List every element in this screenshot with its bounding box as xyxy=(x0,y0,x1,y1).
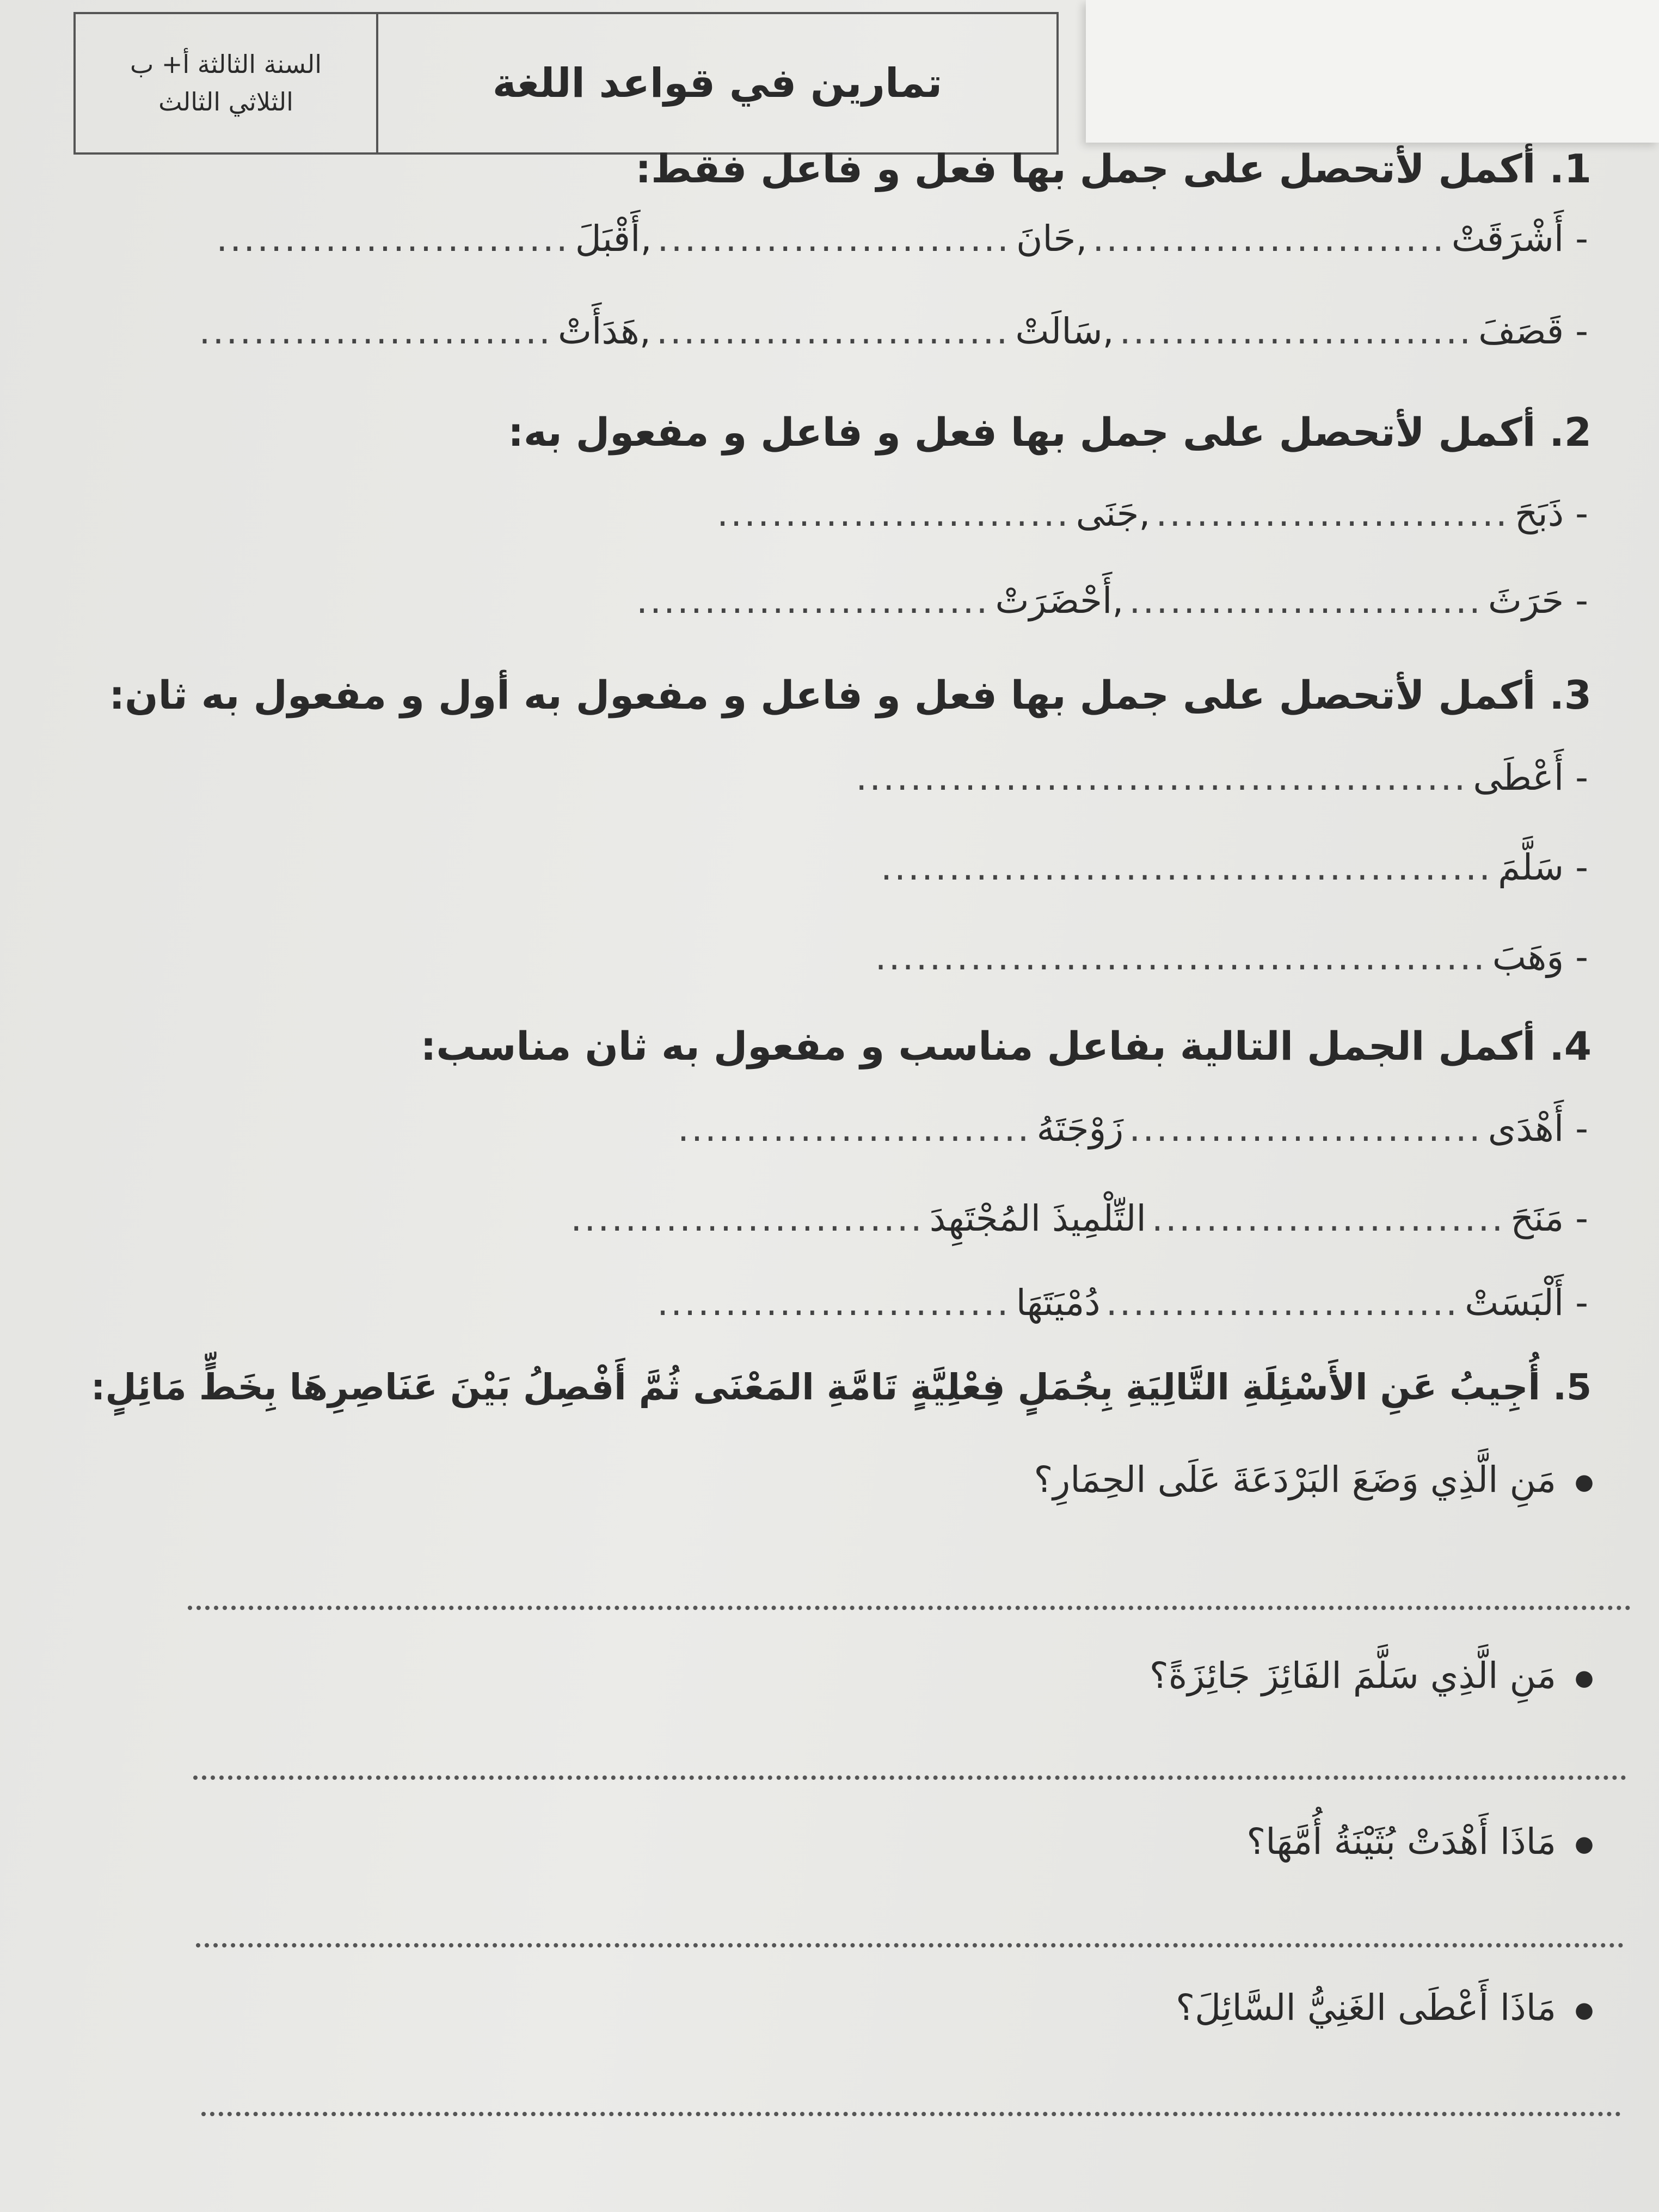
verb: - أَلْبَسَتْ xyxy=(1465,1282,1588,1324)
verb: - سَلَّمَ xyxy=(1498,846,1588,888)
verb: - أَعْطَى xyxy=(1473,757,1588,798)
blank[interactable]: .......................... xyxy=(657,1282,1011,1324)
verb: - وَهَبَ xyxy=(1492,936,1588,978)
question-2-title: 2. أكمل لأتحصل على جمل بها فعل و فاعل و مفعول به: xyxy=(508,409,1592,455)
question-text: مَنِ الَّذِي وَضَعَ البَرْدَعَةَ عَلَى الحِمَارِ؟ xyxy=(1034,1459,1557,1501)
question-text: مَاذَا أَهْدَتْ بُثَيْنَةُ أُمَّهَا؟ xyxy=(1246,1821,1557,1863)
question-5-item xyxy=(1034,1459,1594,1501)
blank[interactable]: .......................... xyxy=(216,218,570,260)
blank[interactable]: .......................... xyxy=(636,580,990,622)
term-label: الثلاثي الثالث xyxy=(158,87,293,116)
question-3-item xyxy=(856,757,1594,798)
question-1-row-2 xyxy=(199,310,1594,352)
blank[interactable]: .......................... xyxy=(1105,1282,1460,1324)
answer-line[interactable] xyxy=(193,1775,1626,1780)
question-2-row-1 xyxy=(717,493,1594,534)
answer-line[interactable] xyxy=(201,2112,1621,2116)
blank[interactable]: ............................................. xyxy=(881,846,1493,888)
blank[interactable]: .......................... xyxy=(657,218,1011,260)
blank[interactable]: .......................... xyxy=(1151,1197,1506,1239)
object: التِّلْمِيذَ المُجْتَهِدَ xyxy=(929,1197,1146,1239)
question-4-row xyxy=(678,1108,1594,1150)
question-5-title: 5. أُجِيبُ عَنِ الأَسْئِلَةِ التَّالِيَةِ بِجُمَلٍ فِعْلِيَّةٍ تَامَّةِ المَعْنَى ثُمَّ أَفْصِلُ بَيْنَ عَنَاصِرِهَا بِخَطٍّ مَائِلٍ: xyxy=(91,1366,1592,1408)
question-4-row xyxy=(657,1282,1594,1324)
verb: - أَهْدَى xyxy=(1488,1108,1588,1150)
question-1-title: 1. أكمل لأتحصل على جمل بها فعل و فاعل فقط: xyxy=(635,146,1592,192)
verb: ,أَقْبَلَ xyxy=(575,218,652,260)
worksheet-title: تمارين في قواعد اللغة xyxy=(492,60,943,107)
verb: - أَشْرَقَتْ xyxy=(1451,218,1588,260)
blank[interactable]: .......................... xyxy=(1129,1108,1483,1150)
answer-line[interactable] xyxy=(188,1606,1631,1610)
verb: - ذَبَحَ xyxy=(1514,493,1588,534)
verb: ,هَدَأَتْ xyxy=(557,310,651,352)
bullet-icon: ● xyxy=(1575,1831,1594,1857)
object: دُمْيَتَهَا xyxy=(1016,1282,1101,1324)
answer-line[interactable] xyxy=(196,1943,1624,1947)
question-4-title: 4. أكمل الجمل التالية بفاعل مناسب و مفعول به ثان مناسب: xyxy=(420,1023,1592,1069)
class-info xyxy=(76,14,376,152)
question-2-row-2 xyxy=(636,580,1594,622)
question-text: مَنِ الَّذِي سَلَّمَ الفَائِزَ جَائِزَةً؟ xyxy=(1149,1655,1557,1697)
blank[interactable]: .......................... xyxy=(570,1197,924,1239)
blank[interactable]: .......................... xyxy=(1129,580,1483,622)
blank[interactable]: .......................... xyxy=(717,493,1071,534)
question-3-item xyxy=(881,846,1594,888)
blank[interactable]: .......................... xyxy=(677,1108,1031,1150)
bullet-icon: ● xyxy=(1575,1997,1594,2023)
grade-label: السنة الثالثة أ+ ب xyxy=(130,50,322,79)
blank[interactable]: .......................... xyxy=(656,310,1010,352)
verb: ,حَانَ xyxy=(1016,218,1087,260)
header-box xyxy=(73,12,1059,155)
question-5-item xyxy=(1176,1987,1594,2029)
question-5-item xyxy=(1246,1821,1594,1863)
blank[interactable]: ............................................. xyxy=(856,757,1468,798)
blank[interactable]: ............................................. xyxy=(875,936,1487,978)
question-3-item xyxy=(875,936,1594,978)
question-1-row-1 xyxy=(216,218,1594,260)
verb: ,جَنَى xyxy=(1076,493,1151,534)
underlying-paper-corner xyxy=(1086,0,1659,143)
blank[interactable]: .......................... xyxy=(1092,218,1446,260)
bullet-icon: ● xyxy=(1575,1665,1594,1691)
verb: ,أَحْضَرَتْ xyxy=(995,580,1124,622)
object: زَوْجَتَهُ xyxy=(1036,1108,1124,1150)
question-5-item xyxy=(1150,1655,1594,1697)
question-4-row xyxy=(570,1197,1594,1239)
blank[interactable]: .......................... xyxy=(1119,310,1473,352)
question-text: مَاذَا أَعْطَى الغَنِيُّ السَّائِلَ؟ xyxy=(1176,1987,1557,2029)
blank[interactable]: .......................... xyxy=(1156,493,1509,534)
verb: ,سَالَتْ xyxy=(1015,310,1114,352)
question-3-title: 3. أكمل لأتحصل على جمل بها فعل و فاعل و مفعول به أول و مفعول به ثان: xyxy=(109,672,1592,718)
bullet-icon: ● xyxy=(1575,1469,1594,1495)
verb: - حَرَثَ xyxy=(1488,580,1588,622)
blank[interactable]: .......................... xyxy=(199,310,552,352)
verb: - قَصَفَ xyxy=(1478,310,1588,352)
verb: - مَنَحَ xyxy=(1510,1197,1588,1239)
